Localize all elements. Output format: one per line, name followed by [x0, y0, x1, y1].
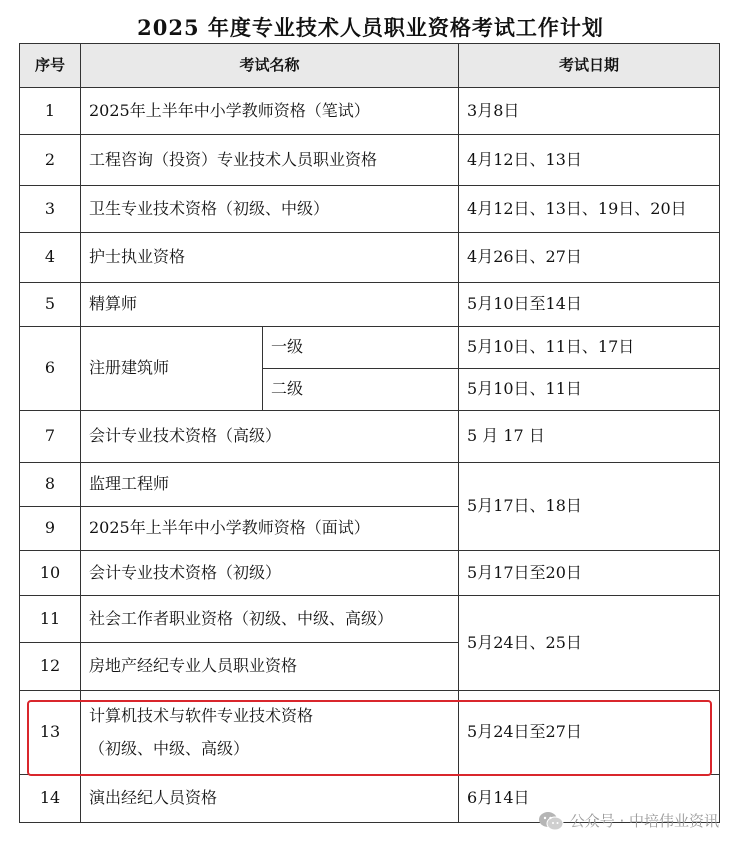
row-no: 6 [20, 327, 81, 411]
row-name: 精算师 [81, 283, 459, 327]
header-name: 考试名称 [81, 44, 459, 88]
row-date: 5月10日至14日 [459, 283, 720, 327]
row-date: 4月12日、13日 [459, 135, 720, 186]
table-row [20, 88, 720, 135]
row-sublevel: 二级 [263, 369, 459, 411]
table-row [20, 463, 720, 507]
row-no: 11 [20, 596, 81, 643]
watermark-text: 公众号 · 中培伟业资讯 [569, 812, 719, 830]
row-name: 工程咨询（投资）专业技术人员职业资格 [81, 135, 459, 186]
exam-plan-table [19, 43, 720, 823]
row-date: 5月17日至20日 [459, 551, 720, 596]
row-no: 4 [20, 233, 81, 283]
table-header-row [20, 44, 720, 88]
row-name-line2: （初级、中级、高级） [89, 738, 250, 758]
row-date: 5月17日、18日 [459, 463, 720, 551]
table-row [20, 327, 720, 369]
row-name: 会计专业技术资格（高级） [81, 411, 459, 463]
row-date: 3月8日 [459, 88, 720, 135]
table-row [20, 186, 720, 233]
row-name: 卫生专业技术资格（初级、中级） [81, 186, 459, 233]
header-date: 考试日期 [459, 44, 720, 88]
row-date: 5月10日、11日 [459, 369, 720, 411]
table-row [20, 596, 720, 643]
row-no: 12 [20, 643, 81, 691]
row-name: 注册建筑师 [81, 327, 263, 411]
row-no: 10 [20, 551, 81, 596]
row-no: 1 [20, 88, 81, 135]
table-row-highlighted [20, 691, 720, 775]
page-title: 2025 年度专业技术人员职业资格考试工作计划 [137, 15, 604, 40]
row-no: 8 [20, 463, 81, 507]
row-date: 6月14日 [459, 775, 720, 823]
row-name [81, 691, 459, 775]
row-date: 4月26日、27日 [459, 233, 720, 283]
row-date: 4月12日、13日、19日、20日 [459, 186, 720, 233]
table-row [20, 411, 720, 463]
header-no: 序号 [20, 44, 81, 88]
row-name: 房地产经纪专业人员职业资格 [81, 643, 459, 691]
row-no: 5 [20, 283, 81, 327]
row-date: 5月10日、11日、17日 [459, 327, 720, 369]
row-date: 5月24日至27日 [459, 691, 720, 775]
row-name: 演出经纪人员资格 [81, 775, 459, 823]
watermark [538, 810, 719, 831]
table-row [20, 551, 720, 596]
row-name: 社会工作者职业资格（初级、中级、高级） [81, 596, 459, 643]
row-name-line1: 计算机技术与软件专业技术资格 [89, 706, 314, 726]
wechat-icon [538, 811, 564, 831]
table-row [20, 233, 720, 283]
row-no: 13 [20, 691, 81, 775]
row-name: 监理工程师 [81, 463, 459, 507]
row-name: 会计专业技术资格（初级） [81, 551, 459, 596]
row-name: 护士执业资格 [81, 233, 459, 283]
row-no: 14 [20, 775, 81, 823]
row-no: 7 [20, 411, 81, 463]
row-no: 2 [20, 135, 81, 186]
table-row [20, 283, 720, 327]
row-no: 3 [20, 186, 81, 233]
row-no: 9 [20, 507, 81, 551]
row-date: 5月24日、25日 [459, 596, 720, 691]
row-sublevel: 一级 [263, 327, 459, 369]
table-row [20, 135, 720, 186]
row-name: 2025年上半年中小学教师资格（面试） [81, 507, 459, 551]
row-date: 5 月 17 日 [459, 411, 720, 463]
row-name: 2025年上半年中小学教师资格（笔试） [81, 88, 459, 135]
